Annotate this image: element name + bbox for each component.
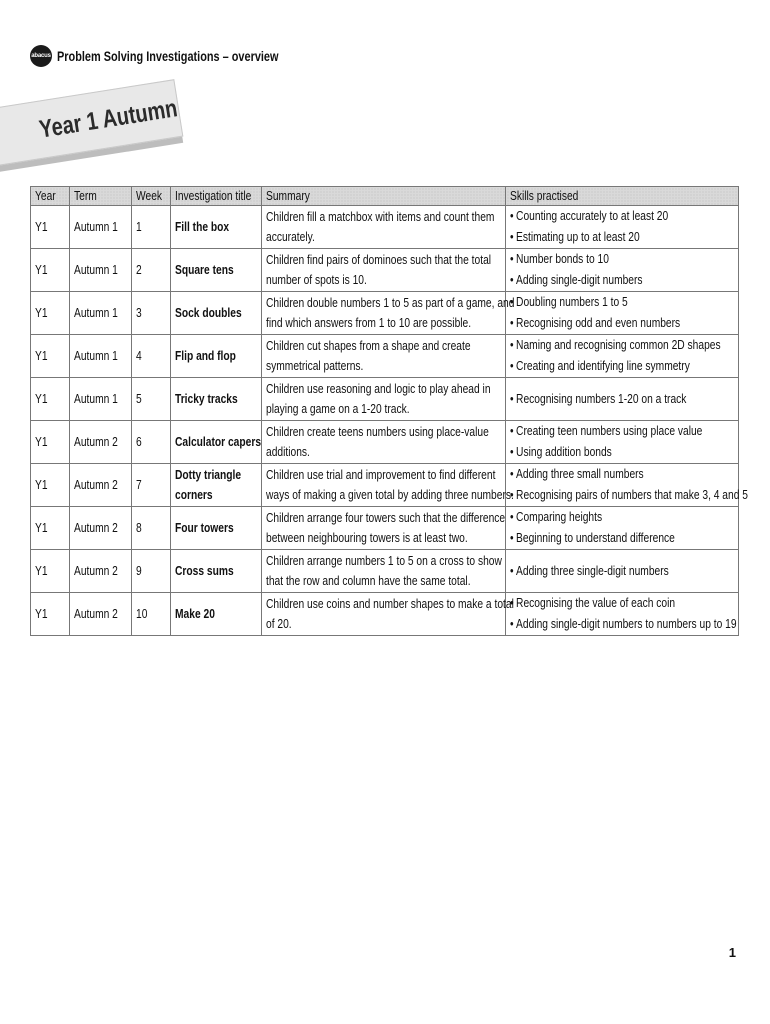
summary-line: Children fill a matchbox with items and count them (266, 210, 495, 224)
skill-item: • Recognising odd and even numbers (510, 313, 694, 334)
term-value: Autumn 2 (74, 607, 118, 621)
table-row (31, 421, 739, 464)
skills-cell (506, 593, 739, 636)
skills-cell (506, 550, 739, 593)
skills-cell (506, 464, 748, 507)
term-value: Autumn 1 (74, 306, 118, 320)
header-title: Problem Solving Investigations – overview (57, 48, 279, 64)
investigation-title: corners (175, 488, 213, 502)
investigation-title: Tricky tracks (175, 392, 238, 406)
week-cell (132, 335, 171, 378)
week-value: 7 (136, 478, 142, 492)
col-summary-header (262, 187, 506, 206)
skills-list (510, 206, 734, 248)
table-row (31, 507, 739, 550)
week-cell (132, 593, 171, 636)
year-value: Y1 (35, 349, 48, 363)
col-week-header (132, 187, 171, 206)
skill-item: • Adding single-digit numbers to numbers up to 19 (510, 614, 694, 635)
page-number: 1 (728, 945, 736, 960)
summary-line: Children cut shapes from a shape and create (266, 339, 471, 353)
summary-line: Children use reasoning and logic to play ahead in (266, 382, 491, 396)
year-cell (31, 206, 70, 249)
skills-cell (506, 421, 739, 464)
col-skills-practised-header (506, 187, 739, 206)
summary-cell (262, 550, 506, 593)
header-label: Investigation title (175, 188, 252, 203)
summary-line: Children create teens numbers using place-value (266, 425, 489, 439)
term-cell (70, 550, 132, 593)
investigations-table (30, 186, 748, 636)
investigation-title: Calculator capers (175, 435, 262, 449)
table-row (31, 206, 739, 249)
week-value: 8 (136, 521, 142, 535)
summary-line: that the row and column have the same total. (266, 574, 471, 588)
investigation-title: Dotty triangle (175, 468, 242, 482)
week-cell (132, 378, 171, 421)
banner-text: Year 1 Autumn (37, 93, 180, 144)
summary-line: symmetrical patterns. (266, 359, 364, 373)
col-term-header (70, 187, 132, 206)
week-value: 6 (136, 435, 142, 449)
skill-item: • Recognising pairs of numbers that make 3, 4 and 5 (510, 485, 694, 506)
skill-item: • Adding single-digit numbers (510, 270, 694, 291)
investigation-title-cell (171, 206, 262, 249)
year-banner (0, 88, 190, 168)
summary-cell (262, 464, 514, 507)
skills-cell (506, 206, 739, 249)
year-value: Y1 (35, 392, 48, 406)
term-cell (70, 507, 132, 550)
year-value: Y1 (35, 521, 48, 535)
summary-cell (262, 206, 506, 249)
investigation-title: Sock doubles (175, 306, 242, 320)
skill-item: • Beginning to understand difference (510, 528, 694, 549)
investigation-title-cell (171, 550, 262, 593)
summary-cell (262, 292, 515, 335)
week-cell (132, 421, 171, 464)
term-cell (70, 206, 132, 249)
summary-cell (262, 507, 506, 550)
skill-item: • Estimating up to at least 20 (510, 227, 694, 248)
investigation-title: Four towers (175, 521, 234, 535)
year-cell (31, 550, 70, 593)
term-value: Autumn 1 (74, 392, 118, 406)
investigation-title-cell (171, 335, 262, 378)
skill-item: • Creating and identifying line symmetry (510, 356, 694, 377)
year-value: Y1 (35, 478, 48, 492)
term-cell (70, 593, 132, 636)
week-cell (132, 550, 171, 593)
term-value: Autumn 1 (74, 349, 118, 363)
investigation-title: Cross sums (175, 564, 234, 578)
summary-line: between neighbouring towers is at least two. (266, 531, 468, 545)
term-value: Autumn 2 (74, 435, 118, 449)
skills-cell (506, 249, 739, 292)
skill-item: • Creating teen numbers using place value (510, 421, 694, 442)
term-cell (70, 249, 132, 292)
skills-cell (506, 292, 739, 335)
skills-list (510, 464, 748, 506)
investigation-title-cell (171, 507, 262, 550)
skill-item: • Recognising the value of each coin (510, 593, 694, 614)
term-cell (70, 335, 132, 378)
skill-item: • Doubling numbers 1 to 5 (510, 292, 694, 313)
week-cell (132, 292, 171, 335)
summary-line: ways of making a given total by adding three numbers. (266, 488, 514, 502)
year-value: Y1 (35, 306, 48, 320)
header-label: Year (35, 188, 56, 203)
skills-list (510, 335, 734, 377)
table-row (31, 292, 739, 335)
page-header (30, 45, 341, 67)
summary-line: Children double numbers 1 to 5 as part of a game, and (266, 296, 515, 310)
table-body (31, 206, 748, 636)
summary-line: Children use trial and improvement to find different (266, 468, 496, 482)
skills-list (510, 561, 734, 582)
skills-list (510, 593, 737, 635)
term-value: Autumn 2 (74, 521, 118, 535)
skills-cell (506, 335, 739, 378)
summary-line: playing a game on a 1-20 track. (266, 402, 410, 416)
investigation-title-cell (171, 593, 262, 636)
week-cell (132, 507, 171, 550)
year-cell (31, 507, 70, 550)
year-cell (31, 593, 70, 636)
skills-cell (506, 507, 739, 550)
investigation-title-cell (171, 378, 262, 421)
investigation-title-cell (171, 421, 262, 464)
investigation-title: Fill the box (175, 220, 230, 234)
summary-cell (262, 249, 506, 292)
year-cell (31, 421, 70, 464)
year-cell (31, 378, 70, 421)
summary-line: of 20. (266, 617, 292, 631)
investigation-title: Square tens (175, 263, 234, 277)
investigation-title-cell (171, 292, 262, 335)
header-label: Summary (266, 188, 310, 203)
skill-item: • Naming and recognising common 2D shapes (510, 335, 694, 356)
year-value: Y1 (35, 220, 48, 234)
investigation-title-cell (171, 249, 262, 292)
header-label: Skills practised (510, 188, 579, 203)
table-row (31, 378, 739, 421)
week-cell (132, 206, 171, 249)
skill-item: • Recognising numbers 1-20 on a track (510, 389, 694, 410)
skill-item: • Adding three single-digit numbers (510, 561, 694, 582)
term-cell (70, 421, 132, 464)
year-cell (31, 464, 70, 507)
week-value: 4 (136, 349, 142, 363)
week-cell (132, 464, 171, 507)
term-cell (70, 464, 132, 507)
summary-line: Children find pairs of dominoes such that the total (266, 253, 492, 267)
summary-line: additions. (266, 445, 310, 459)
year-value: Y1 (35, 263, 48, 277)
term-cell (70, 292, 132, 335)
table-row (31, 249, 739, 292)
skills-list (510, 292, 734, 334)
summary-line: number of spots is 10. (266, 273, 367, 287)
summary-line: find which answers from 1 to 10 are possible. (266, 316, 472, 330)
year-value: Y1 (35, 435, 48, 449)
table-row (31, 550, 739, 593)
summary-line: Children use coins and number shapes to make a total (266, 597, 514, 611)
skill-item: • Using addition bonds (510, 442, 694, 463)
year-cell (31, 335, 70, 378)
week-value: 10 (136, 607, 148, 621)
summary-line: Children arrange numbers 1 to 5 on a cross to show (266, 554, 502, 568)
skill-item: • Number bonds to 10 (510, 249, 694, 270)
skills-list (510, 249, 734, 291)
investigation-title-cell (171, 464, 262, 507)
header-label: Week (136, 188, 163, 203)
year-value: Y1 (35, 564, 48, 578)
term-value: Autumn 1 (74, 220, 118, 234)
summary-cell (262, 593, 514, 636)
table-header-row (31, 187, 739, 206)
week-value: 9 (136, 564, 142, 578)
table-row (31, 335, 739, 378)
summary-cell (262, 335, 506, 378)
summary-cell (262, 378, 506, 421)
skill-item: • Comparing heights (510, 507, 694, 528)
skills-list (510, 389, 734, 410)
year-value: Y1 (35, 607, 48, 621)
term-value: Autumn 1 (74, 263, 118, 277)
col-year-header (31, 187, 70, 206)
week-value: 1 (136, 220, 142, 234)
week-value: 2 (136, 263, 142, 277)
term-value: Autumn 2 (74, 564, 118, 578)
skills-list (510, 421, 734, 463)
table-row (31, 593, 739, 636)
summary-cell (262, 421, 506, 464)
col-investigation-title-header (171, 187, 262, 206)
skill-item: • Counting accurately to at least 20 (510, 206, 694, 227)
week-cell (132, 249, 171, 292)
term-value: Autumn 2 (74, 478, 118, 492)
table-row (31, 464, 739, 507)
term-cell (70, 378, 132, 421)
investigation-title: Make 20 (175, 607, 215, 621)
header-label: Term (74, 188, 97, 203)
year-cell (31, 249, 70, 292)
year-cell (31, 292, 70, 335)
abacus-logo: abacus (30, 45, 52, 67)
week-value: 3 (136, 306, 142, 320)
summary-line: accurately. (266, 230, 315, 244)
week-value: 5 (136, 392, 142, 406)
skill-item: • Adding three small numbers (510, 464, 694, 485)
skills-cell (506, 378, 739, 421)
skills-list (510, 507, 734, 549)
summary-line: Children arrange four towers such that the difference (266, 511, 506, 525)
investigation-title: Flip and flop (175, 349, 236, 363)
